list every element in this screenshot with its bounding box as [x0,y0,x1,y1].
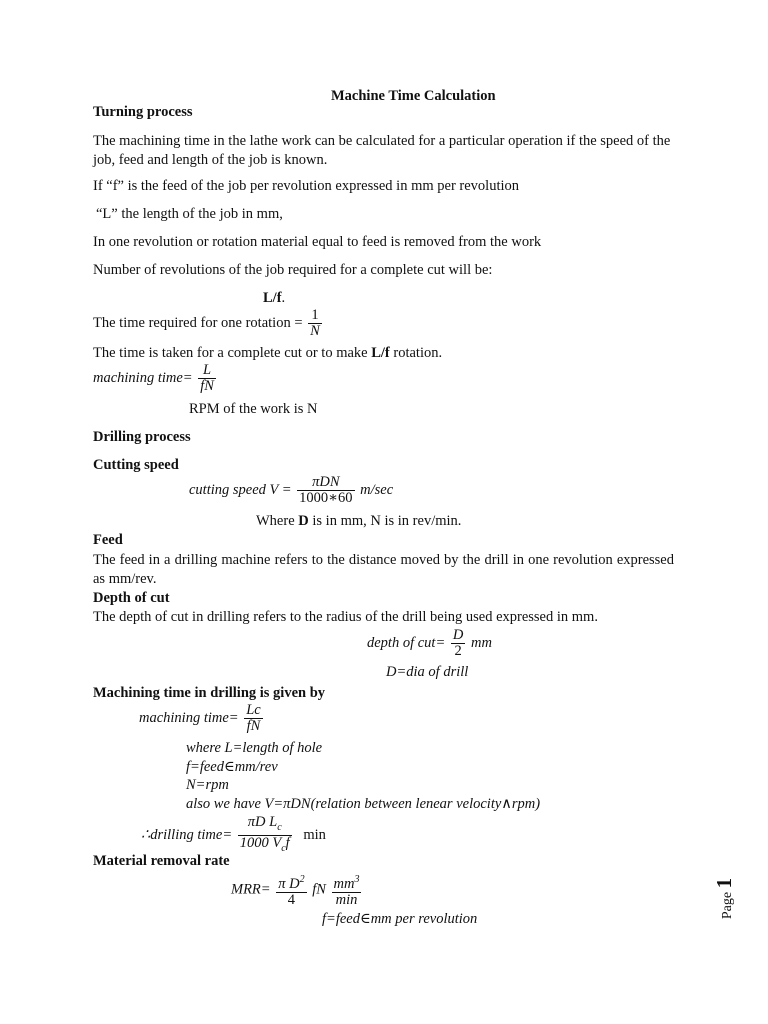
drilling-time-fraction [238,815,292,856]
machining-time-fraction [198,363,216,394]
depth-of-cut-fraction [451,628,465,659]
depth-of-cut-text: The depth of cut in drilling refers to the radius of the drill being used expressed in mm. [93,609,598,625]
lf-period: . [281,290,286,306]
fraction-denominator: fN [246,718,261,734]
drilling-time-label: ∴drilling time= [141,826,233,843]
turning-paragraph-3: “L” the length of the job in mm, [96,206,283,222]
where-d: D [298,513,309,529]
fraction-numerator [238,815,292,836]
depth-of-cut-heading: Depth of cut [93,590,170,606]
fraction-numerator: πDN [297,475,354,491]
drilling-time-unit: min [303,826,326,843]
numerator-subscript: c [277,821,282,833]
numerator-main: π D [278,875,300,892]
where-line-1: where L=length of hole [186,740,323,756]
turning-paragraph-5: Number of revolutions of the job required for a complete cut will be: [93,262,493,278]
where-part-a: Where [256,513,299,529]
drilling-heading: Drilling process [93,429,191,445]
numerator-main: πD L [247,814,278,830]
where-line-3: N=rpm [186,777,229,793]
feed-heading: Feed [93,532,123,548]
time-rotation-label: The time required for one rotation = [93,315,303,331]
complete-cut-part-c: rotation. [389,345,443,361]
fraction-denominator: fN [200,378,214,394]
turning-heading: Turning process [93,104,193,120]
fraction-numerator [332,872,362,893]
drilling-machining-time-heading: Machining time in drilling is given by [93,685,326,701]
drilling-machining-time-equation [139,703,265,734]
turning-paragraph-1: The machining time in the lathe work can be calculated for a particular operation if the speed of the job, feed and length of the job is known. [93,133,671,168]
page-number-box [712,878,742,924]
mrr-equation [231,872,363,908]
fraction-numerator [276,872,306,893]
fraction-denominator: 4 [287,891,296,908]
fraction-denominator [238,836,292,856]
page-number: 1 [712,877,737,889]
fraction-denominator: 1000∗60 [299,490,353,506]
mrr-feed-note: f=feed∈mm per revolution [322,911,478,927]
page-label: Page [720,891,736,920]
turning-machining-time-equation [93,363,218,394]
complete-cut-part-a: The time is taken for a complete cut or to make [93,345,372,361]
machining-time-label: machining time= [139,710,239,726]
depth-of-cut-equation [367,628,492,659]
where-line-4: also we have V=πDN(relation between lenear velocity∧rpm) [186,796,541,812]
cutting-speed-where [256,513,461,530]
where-line-2: f=feed∈mm/rev [186,759,278,775]
fraction-numerator: L [198,363,216,379]
fraction-denominator: min [335,891,358,908]
cutting-speed-label: cutting speed V = [189,482,292,498]
machining-time-fraction [244,703,263,734]
denominator-tail: f [285,834,290,851]
turning-paragraph-2: If “f” is the feed of the job per revolution expressed in mm per revolution [93,178,520,194]
page-title: Machine Time Calculation [331,88,496,104]
mrr-middle-term: fN [312,881,326,898]
lf-ratio: L/f [263,290,282,306]
cutting-speed-equation [189,475,393,506]
fraction-denominator: N [310,323,320,339]
mrr-label: MRR= [231,881,271,898]
cutting-speed-fraction [297,475,354,506]
cutting-speed-unit: m/sec [360,482,394,498]
depth-of-cut-unit: mm [470,635,492,651]
feed-text: The feed in a drilling machine refers to the distance moved by the drill in one revolution expressed as mm/rev. [93,552,674,587]
fraction-numerator: Lc [246,702,261,718]
complete-cut-text [93,345,442,362]
cutting-speed-heading: Cutting speed [93,457,179,473]
fraction-denominator: 2 [454,643,462,659]
diameter-definition: D=dia of drill [386,664,469,680]
time-rotation-fraction [308,308,322,339]
depth-of-cut-label: depth of cut= [367,635,446,651]
unit-numerator-superscript: 3 [354,874,360,885]
turning-paragraph-4: In one revolution or rotation material equal to feed is removed from the work [93,234,542,250]
complete-cut-ratio: L/f [371,345,390,361]
numerator-superscript: 2 [299,874,305,885]
where-part-b: is in mm, N is in rev/min. [308,513,462,529]
rpm-note: RPM of the work is N [189,401,318,417]
mrr-unit-fraction [332,872,362,908]
fraction-numerator: 1 [308,308,322,324]
drilling-time-equation [141,815,326,856]
mrr-fraction [276,872,306,908]
machining-time-label: machining time= [93,370,193,386]
mrr-heading: Material removal rate [93,853,230,869]
denominator-subscript: c [281,842,286,854]
fraction-numerator: D [452,627,464,643]
time-rotation-equation [93,308,324,339]
unit-numerator-main: mm [333,875,355,892]
lf-expression [263,290,285,307]
denominator-main: 1000 V [239,834,282,851]
